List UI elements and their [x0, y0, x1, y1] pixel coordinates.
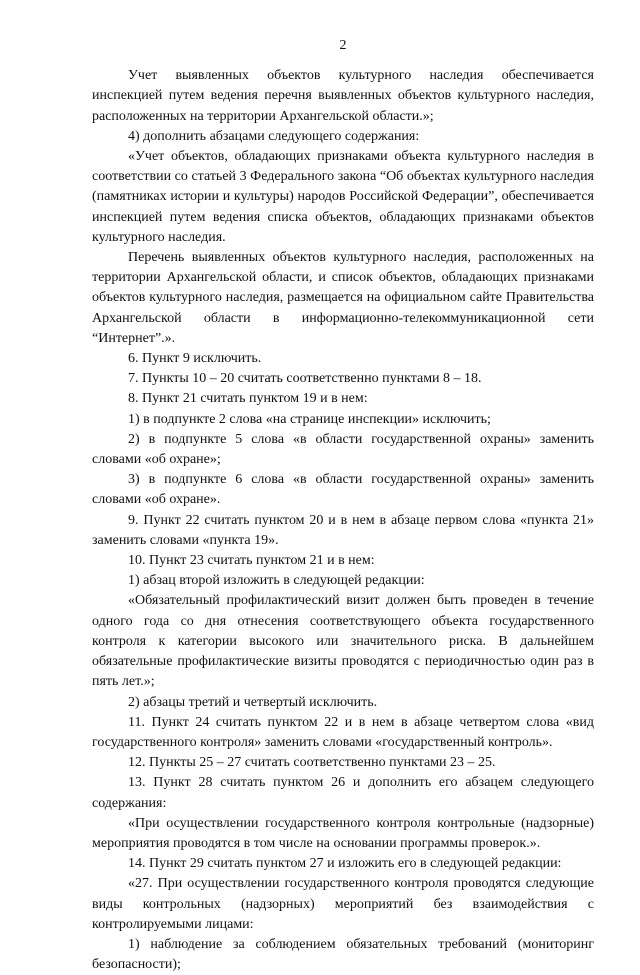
paragraph: «При осуществлении государственного контроля контрольные (надзорные) мероприятия проводятся в том числе на основании программы проверок.».: [92, 815, 594, 851]
paragraph: 14. Пункт 29 считать пунктом 27 и изложить его в следующей редакции:: [128, 856, 562, 872]
paragraph: «Обязательный профилактический визит должен быть проведен в течение одного года со дня отнесения соответствующего объекта государственного контроля к категории высокого или значительного риска. В дальнейшем обязательные профилактические визиты проводятся с периодичностью один раз в пять лет.»;: [92, 593, 594, 690]
paragraph: 1) абзац второй изложить в следующей редакции:: [128, 573, 425, 589]
paragraph: 1) в подпункте 2 слова «на странице инспекции» исключить;: [128, 411, 491, 427]
paragraph: 7. Пункты 10 – 20 считать соответственно пунктами 8 – 18.: [128, 371, 482, 387]
paragraph: 2) абзацы третий и четвертый исключить.: [128, 694, 378, 710]
paragraph: 1) наблюдение за соблюдением обязательных требований (мониторинг безопасности);: [92, 936, 594, 973]
paragraph: Перечень выявленных объектов культурного наследия, расположенных на территории Архангельской области, и список объектов, обладающих признаками объектов культурного наследия, размещается на официальном сайте Правительства Архангельской области в информационно-телекоммуникационной сети “Интернет”.».: [92, 250, 594, 346]
paragraph: «27. При осуществлении государственного контроля проводятся следующие виды контрольных (надзорных) мероприятий без взаимодействия с контролируемыми лицами:: [92, 876, 594, 932]
paragraph: 4) дополнить абзацами следующего содержания:: [128, 128, 420, 144]
paragraph: 6. Пункт 9 исключить.: [128, 351, 262, 367]
paragraph: 12. Пункты 25 – 27 считать соответственно пунктами 23 – 25.: [128, 755, 496, 771]
paragraph: «Учет объектов, обладающих признаками объекта культурного наследия в соответствии со статьей 3 Федерального закона “Об объектах культурного наследия (памятниках истории и культуры) народов Российской Федерации”, обеспечивается инспекцией путем ведения списка объектов, обладающих признаками объектов культурного наследия.: [92, 149, 594, 245]
page-number: 2: [339, 38, 347, 53]
paragraph: Учет выявленных объектов культурного наследия обеспечивается инспекцией путем ведения перечня выявленных объектов культурного наследия, расположенных на территории Архангельской области.»;: [92, 68, 594, 124]
paragraph: 9. Пункт 22 считать пунктом 20 и в нем в абзаце первом слова «пункта 21» заменить словами «пункта 19».: [92, 512, 594, 548]
paragraph: 3) в подпункте 6 слова «в области государственной охраны» заменить словами «об охране».: [92, 472, 594, 508]
paragraph: 8. Пункт 21 считать пунктом 19 и в нем:: [128, 391, 368, 407]
paragraph: 2) в подпункте 5 слова «в области государственной охраны» заменить словами «об охране»;: [92, 431, 594, 468]
paragraph: 10. Пункт 23 считать пунктом 21 и в нем:: [128, 553, 375, 569]
paragraph: 13. Пункт 28 считать пунктом 26 и дополнить его абзацем следующего содержания:: [92, 775, 594, 811]
paragraph: 11. Пункт 24 считать пунктом 22 и в нем в абзаце четвертом слова «вид государственного контроля» заменить словами «государственный контроль».: [92, 714, 594, 750]
